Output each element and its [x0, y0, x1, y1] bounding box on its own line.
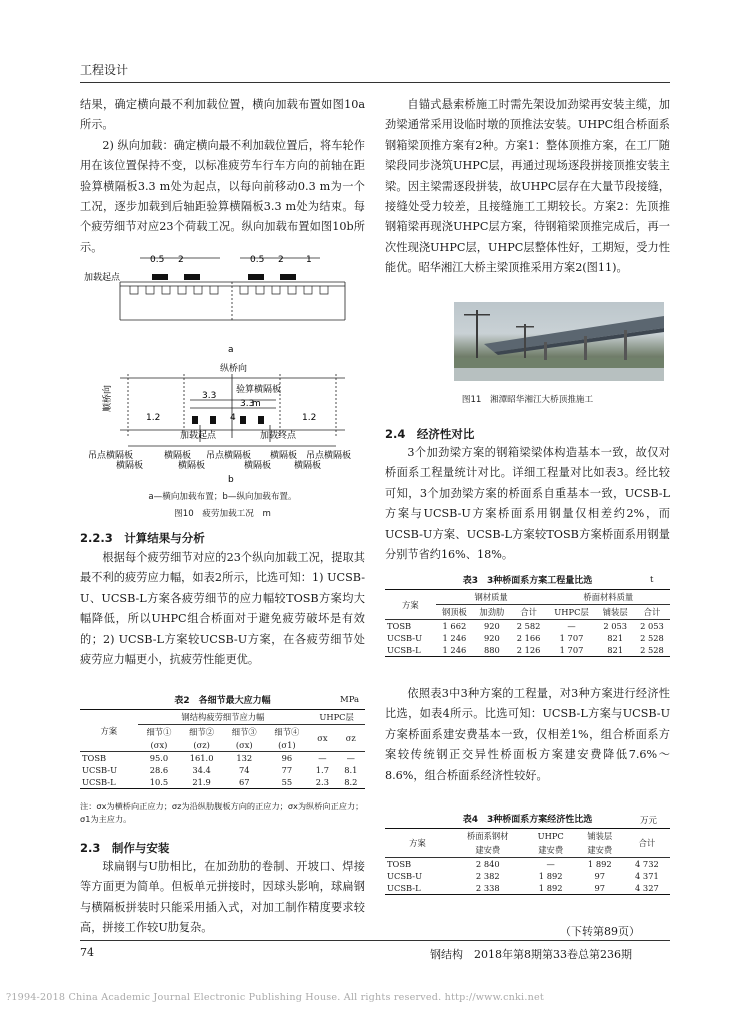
dim-label: 2: [178, 255, 184, 265]
table4-caption: 表4 3种桥面系方案经济性比选: [462, 815, 593, 825]
table3: [385, 589, 670, 657]
table4-unit: 万元: [640, 816, 658, 826]
dim-label: 0.5: [250, 255, 265, 265]
col-header: 细节①: [146, 727, 172, 737]
bridge-photo: [454, 302, 664, 381]
col-header: 细节②: [189, 727, 215, 737]
left-intro-text: [80, 95, 365, 258]
table-row: UCSB-L 2 338 1 892 97 4 327: [385, 882, 670, 895]
right-economy-text: [385, 443, 670, 565]
col-subheader: (σx): [138, 739, 181, 752]
figure-10: [80, 250, 365, 525]
table4: [385, 828, 670, 895]
group-header: UHPC层: [308, 710, 365, 725]
left-fabrication-text: [80, 857, 365, 939]
right-comparison-text: [385, 684, 670, 786]
fig10-caption: 图10 疲劳加载工况 m: [174, 509, 271, 519]
wheel-load: [184, 274, 200, 280]
fig10-diagram: [80, 250, 365, 525]
tick-label: 1.2: [146, 413, 161, 423]
journal-info: 钢结构 2018年第8期第33卷总第236期: [430, 948, 632, 961]
table-row: TOSB 2 840 — 1 892 4 732: [387, 859, 659, 869]
col-header: 合计: [624, 829, 670, 858]
col-header: 细节④: [274, 727, 300, 737]
table-row: TOSB 1 662 920 2 582 — 2 053 2 053: [387, 621, 664, 631]
table-row: TOSB 95.0 161.0 132 96 — —: [82, 753, 355, 763]
section-heading: 2.2.3 计算结果与分析: [80, 531, 205, 545]
dim-label: 2: [278, 255, 284, 265]
wheel-load: [152, 274, 168, 280]
dim-label: 1: [306, 255, 312, 265]
col-subheader: (σx): [223, 739, 266, 752]
fig11-caption: 图11 湘潭昭华湘江大桥顶推施工: [461, 395, 594, 405]
footer-rule: [80, 940, 670, 941]
col-header: 方案: [80, 710, 138, 752]
tick-label: 1.2: [302, 413, 317, 423]
table2-unit: MPa: [340, 695, 360, 705]
col-header: 方案: [385, 829, 450, 858]
end-label: 加载终点: [260, 431, 297, 441]
paragraph: 球扁钢与U肋相比，在加劲肋的卷制、开坡口、焊接等方面更为简单。但板单元拼接时，因球头影响，球扁钢与横隔板拼装时只能采用插入式，对加工制作精度要求较高，拼接工作较U肋复杂。: [80, 860, 365, 935]
group-header: 钢结构疲劳细节应力幅: [138, 710, 309, 725]
paragraph: 自锚式悬索桥施工时需先架设加劲梁再安装主缆，加劲梁通常采用设临时墩的顶推法安装。UHPC组合桥面系钢箱梁顶推方案有2种。方案1：整体顶推方案，在工厂随梁段同步浇筑UHPC层，再通过现场逐段拼接顶推安装主梁。因主梁需逐段拼装，故UHPC层存在大量节段接缝，接缝处受力较差，且接缝施工工期较长。方案2：先顶推钢箱梁再现浇UHPC层方案，待钢箱梁顶推完成后，再一次性现浇UHPC层，UHPC层整体性好，工期短，受力性能优。昭华湘江大桥主梁顶推采用方案2(图11)。: [385, 98, 670, 275]
direction-label: 纵桥向: [220, 364, 248, 374]
col-header: 建安费: [526, 843, 576, 858]
col-subheader: (σ1): [266, 739, 309, 752]
running-header: 工程设计: [80, 63, 129, 77]
paragraph: 结果，确定横向最不利加载位置，横向加载布置如图10a所示。: [80, 98, 365, 132]
table3-unit: t: [650, 575, 654, 585]
diaphragm-label: 吊点横隔板: [306, 451, 352, 461]
left-results-text: [80, 548, 365, 670]
table2: [80, 709, 365, 789]
dim-label: 3.3: [240, 399, 255, 409]
subfig-a-label: a: [228, 345, 234, 355]
table-row: UCSB-U 28.6 34.4 74 77 1.7 8.1: [82, 765, 358, 775]
col-header: UHPC: [526, 829, 576, 844]
right-construction-text: [385, 95, 670, 279]
col-header: 建安费: [576, 843, 624, 858]
diaphragm-label: 横隔板: [116, 461, 144, 471]
dim-unit: m: [252, 399, 261, 409]
col-header: 加劲肋: [473, 605, 510, 620]
paragraph: 3个加劲梁方案的钢箱梁梁体构造基本一致，故仅对桥面系工程量统计对比。详细工程量对比如表3。经比较可知，3个加劲梁方案的桥面系自重基本一致，UCSB-L方案与UCSB-U方案桥面系用钢量仅相差约2%，而UCSB-U方案、UCSB-L方案较TOSB方案桥面系用钢量分别节省约16%、18%。: [385, 446, 670, 562]
table-row: UCSB-U 1 246 920 2 166 1 707 821 2 528: [387, 633, 664, 643]
col-header: 合计: [511, 605, 547, 620]
subfig-b-label: b: [228, 475, 234, 485]
page-number: 74: [80, 946, 94, 959]
tick-label: 4: [230, 413, 236, 423]
wheel-load: [248, 274, 264, 280]
group-header: 钢材质量: [436, 590, 547, 605]
header-rule: [80, 82, 670, 83]
diaphragm-label: 横隔板: [270, 451, 298, 461]
col-subheader: (σz): [180, 739, 223, 752]
col-header: 合计: [634, 605, 670, 620]
diaphragm-label: 吊点横隔板: [206, 451, 252, 461]
diaphragm-label: 吊点横隔板: [88, 451, 134, 461]
col-header: 桥面系钢材: [450, 829, 526, 844]
continued-note: （下转第89页）: [560, 925, 640, 938]
col-header: σz: [337, 725, 365, 752]
col-header: 铺装层: [596, 605, 633, 620]
table-row: UCSB-U 2 382 1 892 97 4 371: [387, 871, 659, 881]
table-row: UCSB-L 1 246 880 2 126 1 707 821 2 528: [385, 644, 670, 657]
table-row: UCSB-L 10.5 21.9 67 55 2.3 8.2: [80, 776, 365, 789]
paragraph: 2) 纵向加载：确定横向最不利加载位置后，将车轮作用在该位置保持不变，以标准疲劳车行车方向的前轴在距验算横隔板3.3 m处为起点，以每向前移动0.3 m为一个工况，逐步加载到后轴距验算横隔板3.3 m处为结束。每个疲劳细节对应23个荷载工况。纵向加载布置如图10b所示。: [80, 138, 365, 254]
col-header: 钢顶板: [436, 605, 473, 620]
vertical-label: 顺桥向: [103, 384, 113, 412]
fig11-photo: [454, 302, 664, 381]
col-header: UHPC层: [547, 605, 597, 620]
col-header: σx: [308, 725, 336, 752]
section-heading: 2.4 经济性对比: [385, 427, 475, 441]
dim-label: 3.3: [202, 391, 217, 401]
check-diaphragm-label: 验算横隔板: [236, 385, 282, 395]
diaphragm-label: 横隔板: [294, 461, 322, 471]
dim-label: 0.5: [150, 255, 165, 265]
table3-caption: 表3 3种桥面系方案工程量比选: [462, 576, 593, 586]
paragraph: 根据每个疲劳细节对应的23个纵向加载工况，提取其最不利的疲劳应力幅，如表2所示，比选可知：1) UCSB-U、UCSB-L方案各疲劳细节的应力幅较TOSB方案均大幅降低，所以UHPC组合桥面对于避免疲劳破坏是有效的；2) UCSB-L方案较UCSB-U方案，在各疲劳细节处疲劳应力幅更小，抗疲劳性能更优。: [80, 551, 365, 667]
wheel-load: [280, 274, 296, 280]
fig10-legend: a—横向加载布置；b—纵向加载布置。: [148, 492, 297, 502]
copyright-line: ?1994-2018 China Academic Journal Electronic Publishing House. All rights reserved. http://www.cnki.net: [6, 992, 544, 1003]
table2-caption: 表2 各细节最大应力幅: [174, 696, 271, 706]
diaphragm-label: 横隔板: [244, 461, 272, 471]
col-header: 细节③: [231, 727, 257, 737]
col-header: 建安费: [450, 843, 526, 858]
section-heading: 2.3 制作与安装: [80, 841, 170, 855]
group-header: 桥面材料质量: [547, 590, 670, 605]
col-header: 方案: [385, 590, 436, 620]
diaphragm-label: 横隔板: [178, 461, 206, 471]
start-label: 加载起点: [180, 431, 217, 441]
table2-note: 注：σx为横桥向正应力；σz为沿纵肋腹板方向的正应力；σx为纵桥向正应力；σ1为主应力。: [80, 801, 364, 824]
paragraph: 依照表3中3种方案的工程量，对3种方案进行经济性比选，如表4所示。比选可知：UCSB-L方案与UCSB-U方案桥面系建安费基本一致，仅相差1%，组合桥面系方案较传统钢正交异性桥面板方案建安费降低7.6%～8.6%，组合桥面系经济性较好。: [385, 687, 670, 782]
col-header: 铺装层: [576, 829, 624, 844]
diaphragm-label: 横隔板: [164, 451, 192, 461]
load-start-label: 加载起点: [84, 273, 121, 283]
